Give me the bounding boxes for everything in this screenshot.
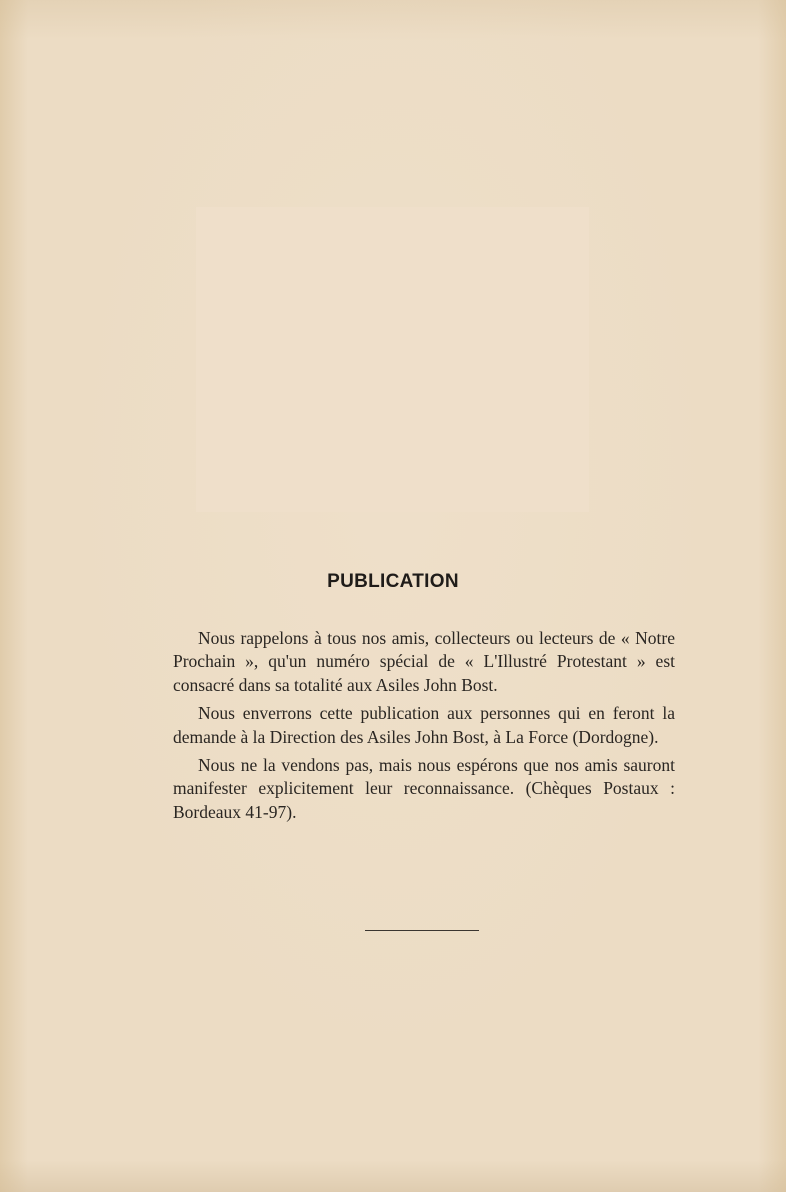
page-bottom-edge [0, 1192, 786, 1200]
blank-image-area [196, 207, 589, 512]
body-text [173, 627, 675, 829]
separator-rule [365, 930, 479, 931]
paragraph-announcement: Nous rappelons à tous nos amis, collecteurs ou lecteurs de « Notre Prochain », qu'un numéro spécial de « L'Illustré Protestant » est consacré dans sa totalité aux Asiles John Bost. [173, 628, 675, 695]
paragraph-donation: Nous ne la vendons pas, mais nous espérons que nos amis sauront manifester explicitement leur reconnaissance. (Chèques Postaux : Bordeaux 41-97). [173, 755, 675, 822]
page-title: PUBLICATION [327, 571, 459, 592]
paragraph-request: Nous enverrons cette publication aux personnes qui en feront la demande à la Direction des Asiles John Bost, à La Force (Dordogne). [173, 703, 675, 747]
